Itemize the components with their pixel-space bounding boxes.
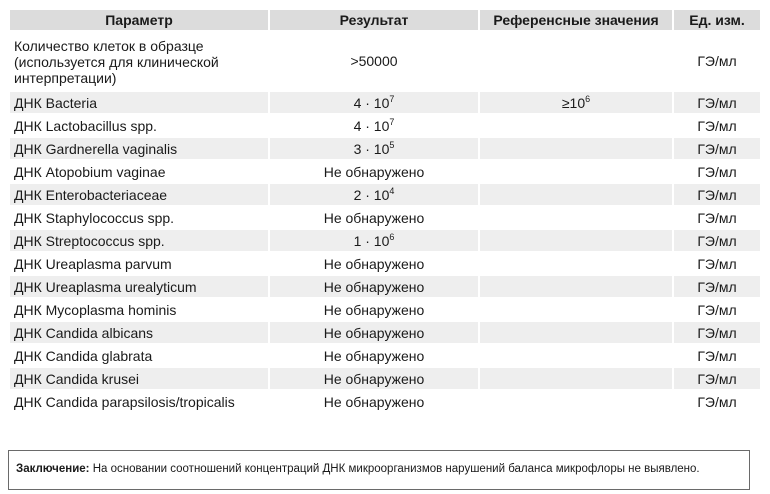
table-row [10,184,760,205]
cell-unit [674,345,760,366]
cell-result-text: Не обнаружено [323,209,425,226]
cell-result-text: Не обнаружено [323,301,425,318]
cell-reference [480,322,672,343]
cell-result [270,230,478,251]
table-body [10,32,760,412]
cell-param [10,115,268,136]
cell-param [10,391,268,412]
cell-unit-text: ГЭ/мл [697,186,737,203]
cell-unit-text: ГЭ/мл [697,163,737,180]
cell-param [10,368,268,389]
cell-param-text: ДНК Mycoplasma hominis [14,301,177,318]
header-result: Результат [270,10,478,30]
cell-param-text: ДНК Candida glabrata [14,347,153,364]
table-row [10,391,760,412]
cell-result-text: 1 · 10 [353,232,390,249]
cell-param-text: ДНК Lactobacillus spp. [14,117,157,134]
cell-result-text: >50000 [350,53,398,69]
cell-reference [480,184,672,205]
cell-param [10,32,268,90]
cell-param-text: ДНК Candida albicans [14,324,154,341]
cell-unit-text: ГЭ/мл [697,278,737,295]
cell-reference [480,391,672,412]
table-row [10,92,760,113]
cell-unit-text: ГЭ/мл [697,301,737,318]
cell-result-text: 4 · 10 [353,117,390,134]
cell-param-text: ДНК Atopobium vaginae [14,163,166,180]
cell-result [270,207,478,228]
cell-result [270,391,478,412]
cell-unit [674,115,760,136]
cell-result [270,345,478,366]
table-row [10,161,760,182]
cell-unit [674,32,760,90]
cell-param [10,345,268,366]
cell-result-text: Не обнаружено [323,278,425,295]
cell-result [270,32,478,90]
cell-reference [480,92,672,113]
cell-result-text: Не обнаружено [323,393,425,410]
cell-param [10,207,268,228]
cell-param [10,184,268,205]
cell-result [270,322,478,343]
cell-param-text: ДНК Streptococcus spp. [14,232,165,249]
cell-result [270,276,478,297]
cell-param-text: ДНК Ureaplasma parvum [14,255,172,272]
cell-param [10,253,268,274]
cell-result-exponent: 7 [389,93,395,104]
table-row [10,345,760,366]
conclusion-label: Заключение: [16,463,90,475]
cell-result [270,184,478,205]
cell-unit [674,184,760,205]
cell-param [10,92,268,113]
cell-unit [674,138,760,159]
cell-unit-text: ГЭ/мл [697,393,737,410]
cell-reference [480,368,672,389]
cell-unit [674,276,760,297]
table-row [10,322,760,343]
table-row [10,32,760,90]
cell-unit [674,92,760,113]
cell-unit-text: ГЭ/мл [697,53,737,69]
cell-param [10,299,268,320]
cell-unit-text: ГЭ/мл [697,117,737,134]
table-row [10,276,760,297]
cell-unit-text: ГЭ/мл [697,140,737,157]
cell-param [10,276,268,297]
cell-result-text: Не обнаружено [323,370,425,387]
cell-unit [674,299,760,320]
cell-reference [480,230,672,251]
cell-result-exponent: 5 [389,139,395,150]
cell-result-text: Не обнаружено [323,255,425,272]
cell-reference [480,345,672,366]
cell-reference [480,138,672,159]
cell-result-text: 4 · 10 [353,94,390,111]
cell-unit [674,368,760,389]
results-table [8,8,762,414]
cell-param-text: ДНК Candida parapsilosis/tropicalis [14,393,235,410]
cell-param-text: ДНК Staphylococcus spp. [14,209,175,226]
cell-reference-exponent: 6 [585,93,591,104]
cell-param-text: ДНК Ureaplasma urealyticum [14,278,197,295]
table-row [10,138,760,159]
cell-result [270,92,478,113]
header-reference: Референсные значения [480,10,672,30]
cell-result [270,138,478,159]
conclusion-text: На основании соотношений концентраций ДНК микроорганизмов нарушений баланса микрофлоры не выявлено. [92,463,700,475]
cell-result [270,299,478,320]
cell-param-text: ДНК Bacteria [14,94,97,111]
cell-unit-text: ГЭ/мл [697,209,737,226]
cell-reference [480,299,672,320]
cell-param [10,322,268,343]
table-row [10,299,760,320]
cell-result-text: 3 · 10 [353,140,390,157]
table-row [10,253,760,274]
cell-result [270,161,478,182]
cell-unit-text: ГЭ/мл [697,324,737,341]
cell-unit-text: ГЭ/мл [697,255,737,272]
header-unit: Ед. изм. [674,10,760,30]
cell-param-text: ДНК Enterobacteriaceae [14,186,168,203]
table-row [10,230,760,251]
cell-unit [674,161,760,182]
table-row [10,207,760,228]
cell-unit-text: ГЭ/мл [697,232,737,249]
cell-unit [674,253,760,274]
cell-result-text: Не обнаружено [323,347,425,364]
cell-param-text: ДНК Candida krusei [14,370,140,387]
cell-result [270,368,478,389]
cell-unit [674,391,760,412]
cell-unit [674,322,760,343]
cell-unit [674,230,760,251]
cell-reference [480,207,672,228]
table-row [10,368,760,389]
cell-unit-text: ГЭ/мл [697,94,737,111]
cell-result [270,253,478,274]
cell-result-text: Не обнаружено [323,163,425,180]
cell-result-text: Не обнаружено [323,324,425,341]
table-row [10,115,760,136]
cell-result-exponent: 4 [389,185,395,196]
cell-reference [480,32,672,90]
conclusion-box [8,450,750,490]
cell-param-text: ДНК Gardnerella vaginalis [14,140,178,157]
cell-result [270,115,478,136]
header-param: Параметр [10,10,268,30]
cell-unit-text: ГЭ/мл [697,370,737,387]
cell-result-exponent: 7 [389,116,395,127]
cell-param [10,230,268,251]
cell-result-text: 2 · 10 [353,186,390,203]
table-header-row [10,10,760,30]
cell-unit-text: ГЭ/мл [697,347,737,364]
cell-param [10,138,268,159]
cell-reference [480,115,672,136]
cell-param [10,161,268,182]
cell-result-exponent: 6 [389,231,395,242]
cell-reference [480,161,672,182]
cell-reference-text: ≥10 [561,94,586,111]
cell-param-text: Количество клеток в образце (используется для клинической интерпретации) [14,38,219,86]
cell-reference [480,276,672,297]
cell-reference [480,253,672,274]
cell-unit [674,207,760,228]
